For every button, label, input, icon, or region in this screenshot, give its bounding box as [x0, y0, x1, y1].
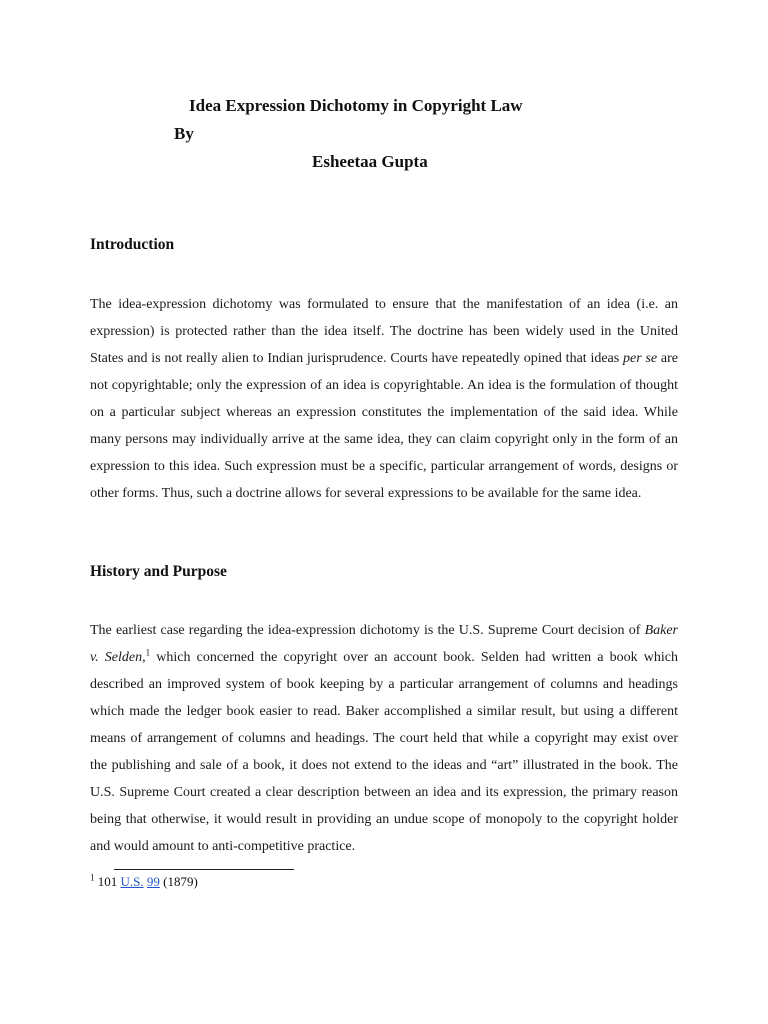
footnote-divider	[114, 869, 294, 870]
paragraph-introduction	[90, 291, 678, 507]
paragraph-text: The idea-expression dichotomy was formulated to ensure that the manifestation of an idea (i.e. an expression) is protected rather than the idea itself. The doctrine has been widely used in the United States and is not really alien to Indian jurisprudence. Courts have repeatedly opined that ideas	[90, 297, 678, 366]
footnote	[90, 874, 198, 890]
footnote-year: (1879)	[159, 874, 198, 889]
byline-label: By	[174, 124, 194, 143]
footnote-link-us[interactable]: U.S.	[120, 874, 144, 889]
document-title: Idea Expression Dichotomy in Copyright Law	[189, 96, 523, 115]
paragraph-text: which concerned the copyright over an account book. Selden had written a book which described an improved system of book keeping by a particular arrangement of columns and headings which made the ledger book easier to read. Baker accomplished a similar result, but using a different means of arrangement of columns and headings. The court held that while a copyright may exist over the publishing and sale of a book, it does not extend to the ideas and “art” illustrated in the book. The U.S. Supreme Court created a clear description between an idea and its expression, the primary reason being that otherwise, it would result in providing an undue scope of monopoly to the copyright holder and would amount to anti-competitive practice.	[90, 650, 678, 854]
footnote-link-page[interactable]: 99	[146, 874, 160, 889]
case-name: Baker v. Selden,	[90, 623, 678, 665]
paragraph-text: The earliest case regarding the idea-expression dichotomy is the U.S. Supreme Court decision of	[90, 623, 645, 638]
paragraph-history	[90, 617, 678, 860]
footnote-text: 101	[94, 874, 121, 889]
italic-term: per se	[623, 351, 658, 366]
author-name: Esheetaa Gupta	[312, 152, 428, 171]
title-block	[0, 92, 768, 176]
footnote-reference[interactable]: 1	[145, 647, 151, 658]
section-heading-history: History and Purpose	[90, 563, 227, 580]
section-heading-introduction: Introduction	[90, 236, 175, 253]
paragraph-text: are not copyrightable; only the expression of an idea is copyrightable. An idea is the formulation of thought on a particular subject whereas an expression constitutes the implementation of the said idea. While many persons may individually arrive at the same idea, they can claim copyright only in the form of an expression to this idea. Such expression must be a specific, particular arrangement of words, designs or other forms. Thus, such a doctrine allows for several expressions to be available for the same idea.	[90, 351, 678, 501]
footnote-mark: 1	[90, 872, 95, 883]
